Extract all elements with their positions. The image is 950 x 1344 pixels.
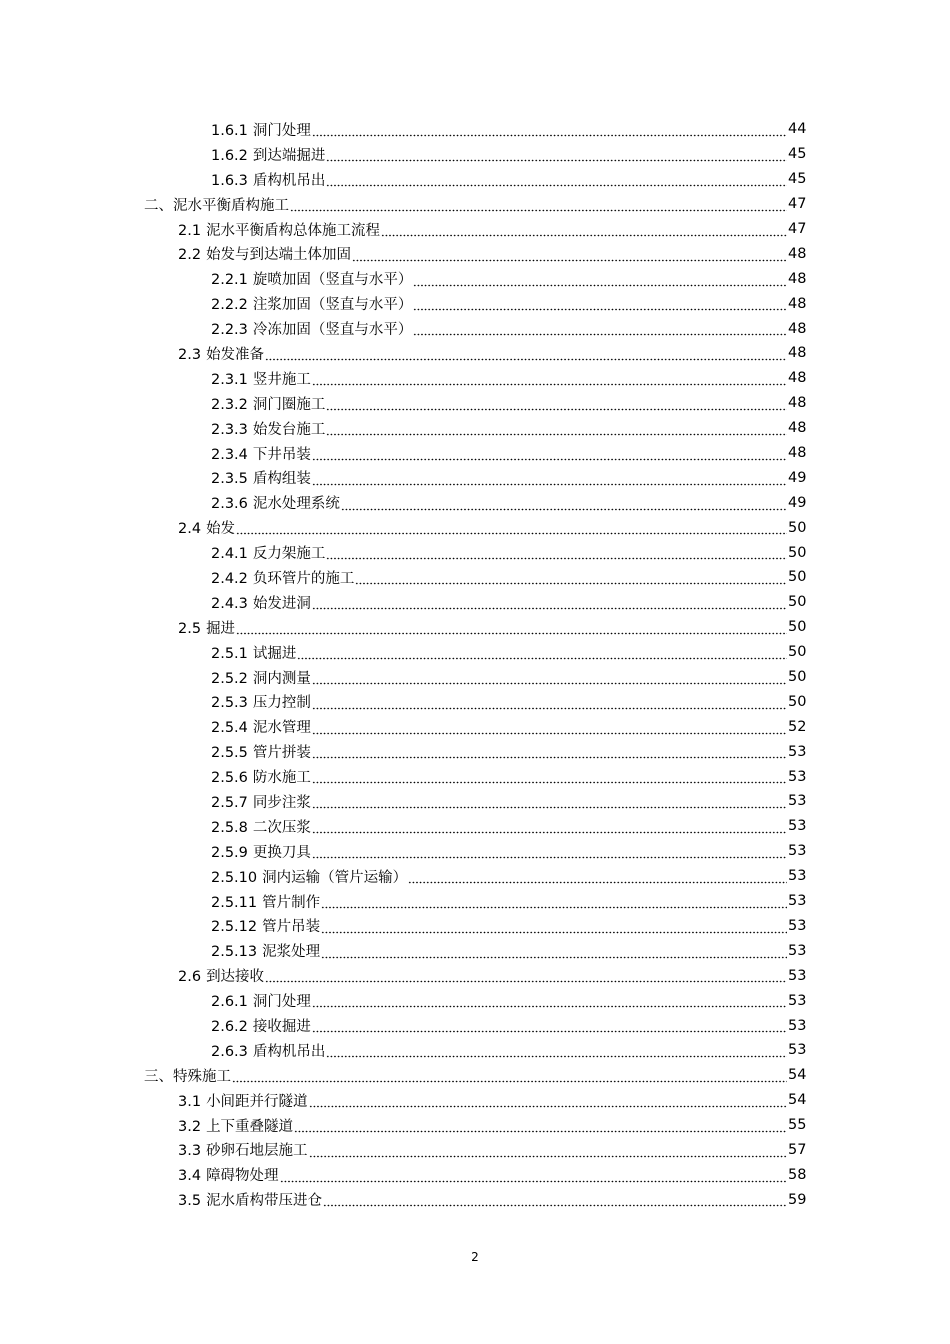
toc-entry-title bbox=[211, 592, 311, 613]
toc-entry-title bbox=[144, 1065, 231, 1086]
toc-entry-title bbox=[178, 343, 264, 364]
toc-entry-number: 1.6.1 bbox=[211, 122, 248, 139]
toc-entry-title bbox=[178, 243, 351, 264]
toc-entry-text: 防水施工 bbox=[252, 770, 311, 787]
toc-entry-page: 50 bbox=[788, 644, 807, 661]
toc-entry-title bbox=[211, 866, 407, 887]
toc-entry[interactable] bbox=[0, 739, 950, 764]
toc-entry[interactable] bbox=[0, 465, 950, 490]
toc-entry-text: 试掘进 bbox=[252, 645, 297, 662]
toc-entry-number: 2.5.1 bbox=[211, 645, 248, 662]
toc-entry-title bbox=[211, 816, 311, 837]
toc-entry-text: 洞门处理 bbox=[252, 122, 311, 139]
toc-entry-title bbox=[211, 990, 311, 1011]
toc-entry-title bbox=[211, 642, 296, 663]
toc-entry-text: 竖井施工 bbox=[252, 371, 311, 388]
toc-entry-number: 2.6.1 bbox=[211, 994, 248, 1011]
toc-entry-text: 泥浆处理 bbox=[262, 944, 321, 961]
toc-entry-number: 2.6.3 bbox=[211, 1043, 248, 1060]
toc-entry-title bbox=[211, 268, 412, 289]
toc-entry[interactable] bbox=[0, 167, 950, 192]
toc-entry-page: 53 bbox=[788, 768, 807, 785]
toc-entry-number: 2.5.9 bbox=[211, 844, 248, 861]
dot-leader bbox=[413, 298, 787, 313]
toc-entry[interactable] bbox=[0, 515, 950, 540]
dot-leader bbox=[294, 1120, 787, 1135]
dot-leader bbox=[408, 871, 787, 886]
toc-entry[interactable] bbox=[0, 217, 950, 242]
toc-entry[interactable] bbox=[0, 938, 950, 963]
toc-entry-number: 2.3.3 bbox=[211, 421, 248, 438]
toc-entry-text: 洞门圈施工 bbox=[252, 396, 326, 413]
toc-entry-number: 2.5.12 bbox=[211, 919, 258, 936]
toc-entry-title bbox=[211, 318, 412, 339]
dot-leader bbox=[312, 722, 787, 737]
toc-entry-title bbox=[211, 667, 311, 688]
toc-entry-title bbox=[211, 144, 325, 165]
toc-entry-number: 2.6 bbox=[178, 969, 202, 986]
toc-entry[interactable] bbox=[0, 764, 950, 789]
toc-entry-number: 2.2.3 bbox=[211, 322, 248, 339]
toc-entry-text: 泥水平衡盾构施工 bbox=[173, 197, 289, 214]
toc-entry-title bbox=[211, 542, 325, 563]
dot-leader bbox=[232, 1070, 787, 1085]
toc-entry[interactable] bbox=[0, 1013, 950, 1038]
toc-entry-page: 50 bbox=[788, 619, 807, 636]
toc-entry-text: 上下重叠隧道 bbox=[206, 1118, 294, 1135]
toc-entry-page: 48 bbox=[788, 270, 807, 287]
toc-entry-page: 50 bbox=[788, 693, 807, 710]
toc-entry[interactable] bbox=[0, 241, 950, 266]
toc-entry-title bbox=[211, 791, 311, 812]
toc-entry-title bbox=[178, 1189, 322, 1210]
toc-entry-page: 48 bbox=[788, 370, 807, 387]
toc-entry-page: 45 bbox=[788, 146, 807, 163]
toc-entry-title bbox=[211, 443, 311, 464]
toc-entry-number: 2.3.4 bbox=[211, 446, 248, 463]
dot-leader bbox=[312, 796, 787, 811]
dot-leader bbox=[413, 323, 787, 338]
dot-leader bbox=[326, 174, 787, 189]
toc-entry[interactable] bbox=[0, 689, 950, 714]
toc-entry-text: 二次压浆 bbox=[252, 819, 311, 836]
dot-leader bbox=[312, 448, 787, 463]
toc-entry-page: 45 bbox=[788, 171, 807, 188]
toc-entry-page: 49 bbox=[788, 469, 807, 486]
toc-entry-text: 压力控制 bbox=[252, 695, 311, 712]
toc-entry[interactable] bbox=[0, 988, 950, 1013]
toc-entry-title bbox=[144, 194, 289, 215]
toc-entry-number: 2.2.2 bbox=[211, 297, 248, 314]
toc-entry-number: 2.4 bbox=[178, 521, 202, 538]
dot-leader bbox=[355, 572, 787, 587]
dot-leader bbox=[280, 1170, 787, 1185]
toc-entry-page: 59 bbox=[788, 1191, 807, 1208]
toc-entry-text: 更换刀具 bbox=[252, 844, 311, 861]
toc-entry-number: 2.5.2 bbox=[211, 670, 248, 687]
toc-entry-title bbox=[178, 1139, 308, 1160]
dot-leader bbox=[312, 124, 787, 139]
dot-leader bbox=[381, 224, 787, 239]
toc-entry-page: 53 bbox=[788, 843, 807, 860]
toc-entry-number: 2.5.13 bbox=[211, 944, 258, 961]
dot-leader bbox=[312, 1020, 787, 1035]
toc-entry-number: 2.5.6 bbox=[211, 770, 248, 787]
toc-entry-text: 泥水管理 bbox=[252, 720, 311, 737]
toc-entry-page: 48 bbox=[788, 420, 807, 437]
toc-entry-number: 3.5 bbox=[178, 1193, 202, 1210]
toc-entry[interactable] bbox=[0, 1162, 950, 1187]
dot-leader bbox=[323, 1194, 787, 1209]
toc-entry-number: 2.3.5 bbox=[211, 471, 248, 488]
dot-leader bbox=[326, 423, 787, 438]
toc-entry-title bbox=[178, 517, 235, 538]
toc-entry-title bbox=[178, 965, 264, 986]
toc-entry[interactable] bbox=[0, 391, 950, 416]
toc-entry-page: 48 bbox=[788, 320, 807, 337]
toc-entry-title bbox=[211, 169, 325, 190]
dot-leader bbox=[312, 821, 787, 836]
dot-leader bbox=[312, 373, 787, 388]
toc-entry-number: 2.5.10 bbox=[211, 869, 258, 886]
toc-entry-text: 盾构机吊出 bbox=[252, 172, 326, 189]
toc-entry[interactable] bbox=[0, 341, 950, 366]
toc-entry-title bbox=[178, 1090, 308, 1111]
dot-leader bbox=[326, 398, 787, 413]
toc-entry-title bbox=[211, 492, 340, 513]
toc-entry-text: 注浆加固（竖直与水平） bbox=[252, 297, 413, 314]
toc-entry-page: 53 bbox=[788, 992, 807, 1009]
toc-entry-number: 2.3.6 bbox=[211, 496, 248, 513]
toc-entry[interactable] bbox=[0, 540, 950, 565]
toc-entry[interactable] bbox=[0, 1138, 950, 1163]
toc-entry[interactable] bbox=[0, 714, 950, 739]
toc-entry[interactable] bbox=[0, 839, 950, 864]
toc-entry-text: 始发 bbox=[206, 521, 236, 538]
toc-entry[interactable] bbox=[0, 814, 950, 839]
toc-entry[interactable] bbox=[0, 1063, 950, 1088]
toc-entry-text: 同步注浆 bbox=[252, 794, 311, 811]
toc-entry-number: 2.5.11 bbox=[211, 894, 258, 911]
dot-leader bbox=[326, 149, 787, 164]
toc-entry[interactable] bbox=[0, 1187, 950, 1212]
toc-entry[interactable] bbox=[0, 1038, 950, 1063]
dot-leader bbox=[297, 647, 787, 662]
toc-entry[interactable] bbox=[0, 914, 950, 939]
toc-entry-page: 48 bbox=[788, 445, 807, 462]
toc-entry-text: 到达端掘进 bbox=[252, 147, 326, 164]
toc-entry-title bbox=[211, 1015, 311, 1036]
toc-entry-text: 洞内运输（管片运输） bbox=[262, 869, 408, 886]
dot-leader bbox=[312, 771, 787, 786]
toc-entry-text: 洞内测量 bbox=[252, 670, 311, 687]
toc-entry-page: 49 bbox=[788, 494, 807, 511]
toc-entry-page: 53 bbox=[788, 818, 807, 835]
toc-entry-text: 特殊施工 bbox=[173, 1068, 231, 1085]
toc-entry-title bbox=[211, 293, 412, 314]
toc-entry-title bbox=[211, 766, 311, 787]
toc-entry-page: 50 bbox=[788, 519, 807, 536]
toc-entry-title bbox=[178, 1115, 293, 1136]
toc-entry[interactable] bbox=[0, 142, 950, 167]
dot-leader bbox=[236, 622, 787, 637]
toc-entry-page: 53 bbox=[788, 893, 807, 910]
toc-entry[interactable] bbox=[0, 640, 950, 665]
toc-entry-text: 接收掘进 bbox=[252, 1019, 311, 1035]
toc-entry-text: 盾构机吊出 bbox=[252, 1043, 326, 1060]
toc-entry-number: 2.5.4 bbox=[211, 720, 248, 737]
page-number: 2 bbox=[471, 1250, 479, 1264]
toc-entry-page: 53 bbox=[788, 942, 807, 959]
toc-entry-title bbox=[211, 891, 320, 912]
toc-entry-page: 50 bbox=[788, 569, 807, 586]
toc-entry[interactable] bbox=[0, 864, 950, 889]
toc-entry-title bbox=[211, 418, 325, 439]
toc-entry-text: 下井吊装 bbox=[252, 446, 311, 463]
toc-entry[interactable] bbox=[0, 889, 950, 914]
toc-entry-title bbox=[178, 219, 380, 240]
dot-leader bbox=[309, 1095, 787, 1110]
toc-entry-number: 1.6.3 bbox=[211, 172, 248, 189]
toc-entry-number: 2.5.7 bbox=[211, 794, 248, 811]
dot-leader bbox=[321, 921, 787, 936]
toc-entry-text: 掘进 bbox=[206, 620, 236, 637]
toc-entry-page: 52 bbox=[788, 718, 807, 735]
dot-leader bbox=[321, 946, 787, 961]
toc-entry-page: 48 bbox=[788, 395, 807, 412]
dot-leader bbox=[309, 1145, 787, 1160]
toc-entry-number: 3.4 bbox=[178, 1168, 202, 1185]
toc-entry-page: 48 bbox=[788, 295, 807, 312]
toc-entry-page: 53 bbox=[788, 743, 807, 760]
toc-entry[interactable] bbox=[0, 117, 950, 142]
toc-entry[interactable] bbox=[0, 266, 950, 291]
toc-entry-number: 2.1 bbox=[178, 222, 202, 239]
toc-entry-number: 3.1 bbox=[178, 1093, 202, 1110]
toc-entry-text: 到达接收 bbox=[206, 969, 265, 986]
toc-entry-number: 2.4.3 bbox=[211, 595, 248, 612]
toc-entry-title bbox=[211, 368, 311, 389]
toc-entry[interactable] bbox=[0, 291, 950, 316]
toc-entry-page: 44 bbox=[788, 121, 807, 138]
dot-leader bbox=[352, 249, 787, 264]
dot-leader bbox=[312, 697, 787, 712]
toc-entry-title bbox=[211, 741, 311, 762]
toc-entry-page: 54 bbox=[788, 1067, 807, 1084]
toc-entry-page: 48 bbox=[788, 345, 807, 362]
toc-entry-title bbox=[211, 119, 311, 140]
toc-entry-page: 53 bbox=[788, 1017, 807, 1034]
toc-entry-page: 50 bbox=[788, 669, 807, 686]
toc-entry-number: 2.2.1 bbox=[211, 272, 248, 289]
toc-entry-page: 53 bbox=[788, 868, 807, 885]
dot-leader bbox=[312, 672, 787, 687]
toc-entry-page: 47 bbox=[788, 221, 807, 237]
toc-entry[interactable] bbox=[0, 565, 950, 590]
toc-entry-page: 55 bbox=[788, 1117, 807, 1134]
toc-entry-page: 57 bbox=[788, 1141, 807, 1158]
toc-entry-page: 50 bbox=[788, 544, 807, 561]
dot-leader bbox=[413, 274, 787, 289]
toc-entry-text: 旋喷加固（竖直与水平） bbox=[252, 272, 413, 289]
toc-entry-title bbox=[211, 393, 325, 414]
toc-entry-text: 管片拼装 bbox=[252, 745, 311, 762]
toc-entry-page: 53 bbox=[788, 967, 807, 984]
toc-entry-number: 2.3.1 bbox=[211, 371, 248, 388]
dot-leader bbox=[321, 896, 787, 911]
toc-entry-page: 54 bbox=[788, 1092, 807, 1109]
toc-entry[interactable] bbox=[0, 316, 950, 341]
toc-entry-page: 53 bbox=[788, 1042, 807, 1059]
toc-entry-title bbox=[211, 940, 320, 961]
dot-leader bbox=[265, 970, 787, 985]
toc-entry-text: 泥水平衡盾构总体施工流程 bbox=[206, 222, 381, 239]
toc-entry-text: 泥水盾构带压进仓 bbox=[206, 1193, 323, 1210]
toc-entry[interactable] bbox=[0, 1113, 950, 1138]
toc-entry[interactable] bbox=[0, 590, 950, 615]
toc-entry-text: 砂卵石地层施工 bbox=[206, 1143, 308, 1160]
toc-entry-number: 2.3.2 bbox=[211, 396, 248, 413]
toc-entry-number: 2.2 bbox=[178, 247, 202, 264]
toc-entry[interactable] bbox=[0, 1088, 950, 1113]
toc-entry[interactable] bbox=[0, 192, 950, 217]
toc-entry-text: 始发准备 bbox=[206, 346, 265, 363]
toc-entry-text: 障碍物处理 bbox=[206, 1168, 279, 1185]
toc-entry-title bbox=[211, 1040, 325, 1061]
toc-entry-text: 管片吊装 bbox=[262, 919, 321, 936]
toc-entry-text: 冷冻加固（竖直与水平） bbox=[252, 322, 413, 339]
toc-entry-number: 2.3 bbox=[178, 346, 202, 363]
toc-entry-text: 盾构组装 bbox=[252, 471, 311, 488]
toc-entry-page: 47 bbox=[788, 196, 807, 213]
toc-entry-number: 三、 bbox=[144, 1068, 173, 1085]
toc-entry-text: 反力架施工 bbox=[252, 546, 326, 563]
toc-entry-text: 管片制作 bbox=[262, 894, 321, 911]
dot-leader bbox=[236, 522, 787, 537]
toc-entry-number: 2.5.5 bbox=[211, 745, 248, 762]
dot-leader bbox=[265, 348, 787, 363]
toc-entry-text: 泥水处理系统 bbox=[252, 496, 340, 513]
toc-entry-title bbox=[211, 467, 311, 488]
toc-entry-text: 始发进洞 bbox=[252, 595, 311, 612]
toc-entry-number: 2.4.1 bbox=[211, 546, 248, 563]
toc-entry[interactable] bbox=[0, 366, 950, 391]
table-of-contents bbox=[0, 117, 950, 1212]
dot-leader bbox=[341, 498, 787, 513]
toc-entry-text: 始发台施工 bbox=[252, 421, 326, 438]
dot-leader bbox=[312, 846, 787, 861]
dot-leader bbox=[312, 473, 787, 488]
dot-leader bbox=[326, 547, 787, 562]
toc-entry-title bbox=[211, 716, 311, 737]
toc-entry[interactable] bbox=[0, 416, 950, 441]
toc-entry-text: 负环管片的施工 bbox=[252, 570, 355, 587]
toc-entry-number: 2.5.8 bbox=[211, 819, 248, 836]
toc-entry-page: 48 bbox=[788, 245, 807, 262]
toc-entry-number: 1.6.2 bbox=[211, 147, 248, 164]
toc-entry-number: 3.2 bbox=[178, 1118, 202, 1135]
dot-leader bbox=[312, 597, 787, 612]
toc-entry[interactable] bbox=[0, 441, 950, 466]
dot-leader bbox=[312, 995, 787, 1010]
toc-entry-text: 小间距并行隧道 bbox=[206, 1093, 308, 1110]
toc-entry-number: 2.6.2 bbox=[211, 1019, 248, 1035]
toc-entry-number: 二、 bbox=[144, 197, 173, 214]
toc-entry-number: 2.4.2 bbox=[211, 570, 248, 587]
dot-leader bbox=[312, 746, 787, 761]
toc-entry-page: 50 bbox=[788, 594, 807, 611]
dot-leader bbox=[290, 199, 787, 214]
toc-entry-number: 3.3 bbox=[178, 1143, 202, 1160]
toc-entry-text: 洞门处理 bbox=[252, 994, 311, 1011]
toc-entry-title bbox=[211, 567, 354, 588]
toc-entry[interactable] bbox=[0, 665, 950, 690]
toc-entry-page: 53 bbox=[788, 917, 807, 934]
dot-leader bbox=[326, 1045, 787, 1060]
toc-entry-number: 2.5.3 bbox=[211, 695, 248, 712]
toc-entry[interactable] bbox=[0, 490, 950, 515]
toc-entry-number: 2.5 bbox=[178, 620, 202, 637]
toc-entry-title bbox=[211, 691, 311, 712]
toc-entry-page: 58 bbox=[788, 1166, 807, 1183]
toc-entry-title bbox=[178, 617, 235, 638]
toc-entry[interactable] bbox=[0, 789, 950, 814]
toc-entry-title bbox=[211, 841, 311, 862]
toc-entry-title bbox=[178, 1164, 279, 1185]
toc-entry-title bbox=[211, 915, 320, 936]
toc-entry-page: 53 bbox=[788, 793, 807, 810]
toc-entry[interactable] bbox=[0, 963, 950, 988]
toc-entry[interactable] bbox=[0, 615, 950, 640]
toc-entry-text: 始发与到达端土体加固 bbox=[206, 247, 352, 264]
